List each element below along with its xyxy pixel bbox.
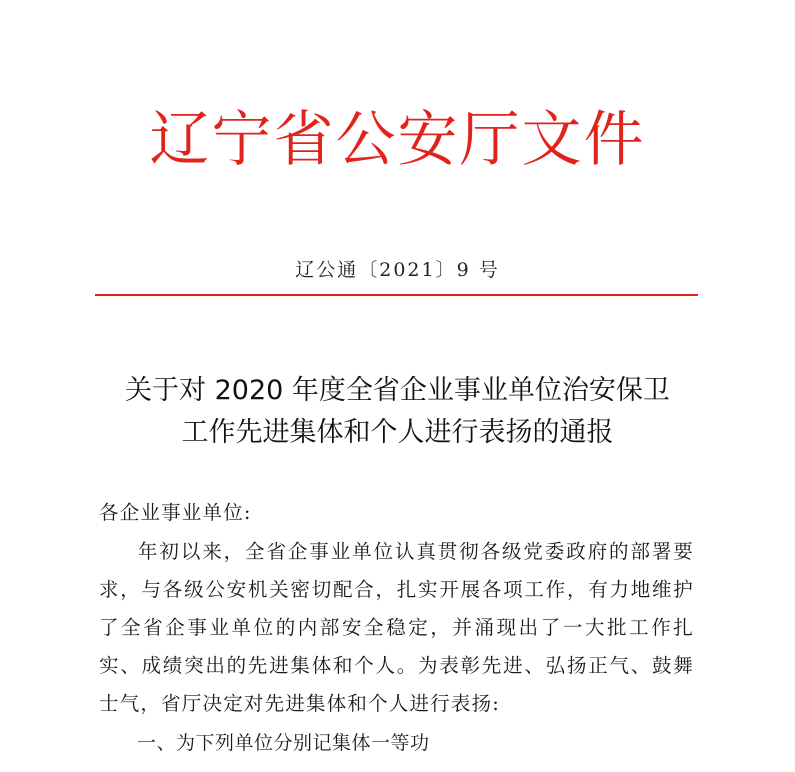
section-heading: 一、为下列单位分别记集体一等功 [137, 732, 430, 754]
document-number: 辽公通〔2021〕9 号 [295, 259, 500, 281]
document-title-line-2: 工作先进集体和个人进行表扬的通报 [181, 417, 614, 448]
issuing-authority-header: 辽宁省公安厅文件 [149, 105, 646, 175]
document-title [0, 372, 795, 456]
document-body [99, 494, 694, 762]
document-title-line-1: 关于对 2020 年度全省企业事业单位治安保卫 [125, 375, 670, 406]
body-paragraph: 年初以来，全省企事业单位认真贯彻各级党委政府的部署要求，与各级公安机关密切配合，扎实开展各项工作，有力地维护了全省企事业单位的内部安全稳定，并涌现出了一大批工作扎实、成绩突出的先进集体和个人。为表彰先进、弘扬正气、鼓舞士气，省厅决定对先进集体和个人进行表扬: [99, 540, 694, 715]
salutation: 各企业事业单位: [99, 501, 252, 524]
red-divider-line [95, 294, 698, 296]
